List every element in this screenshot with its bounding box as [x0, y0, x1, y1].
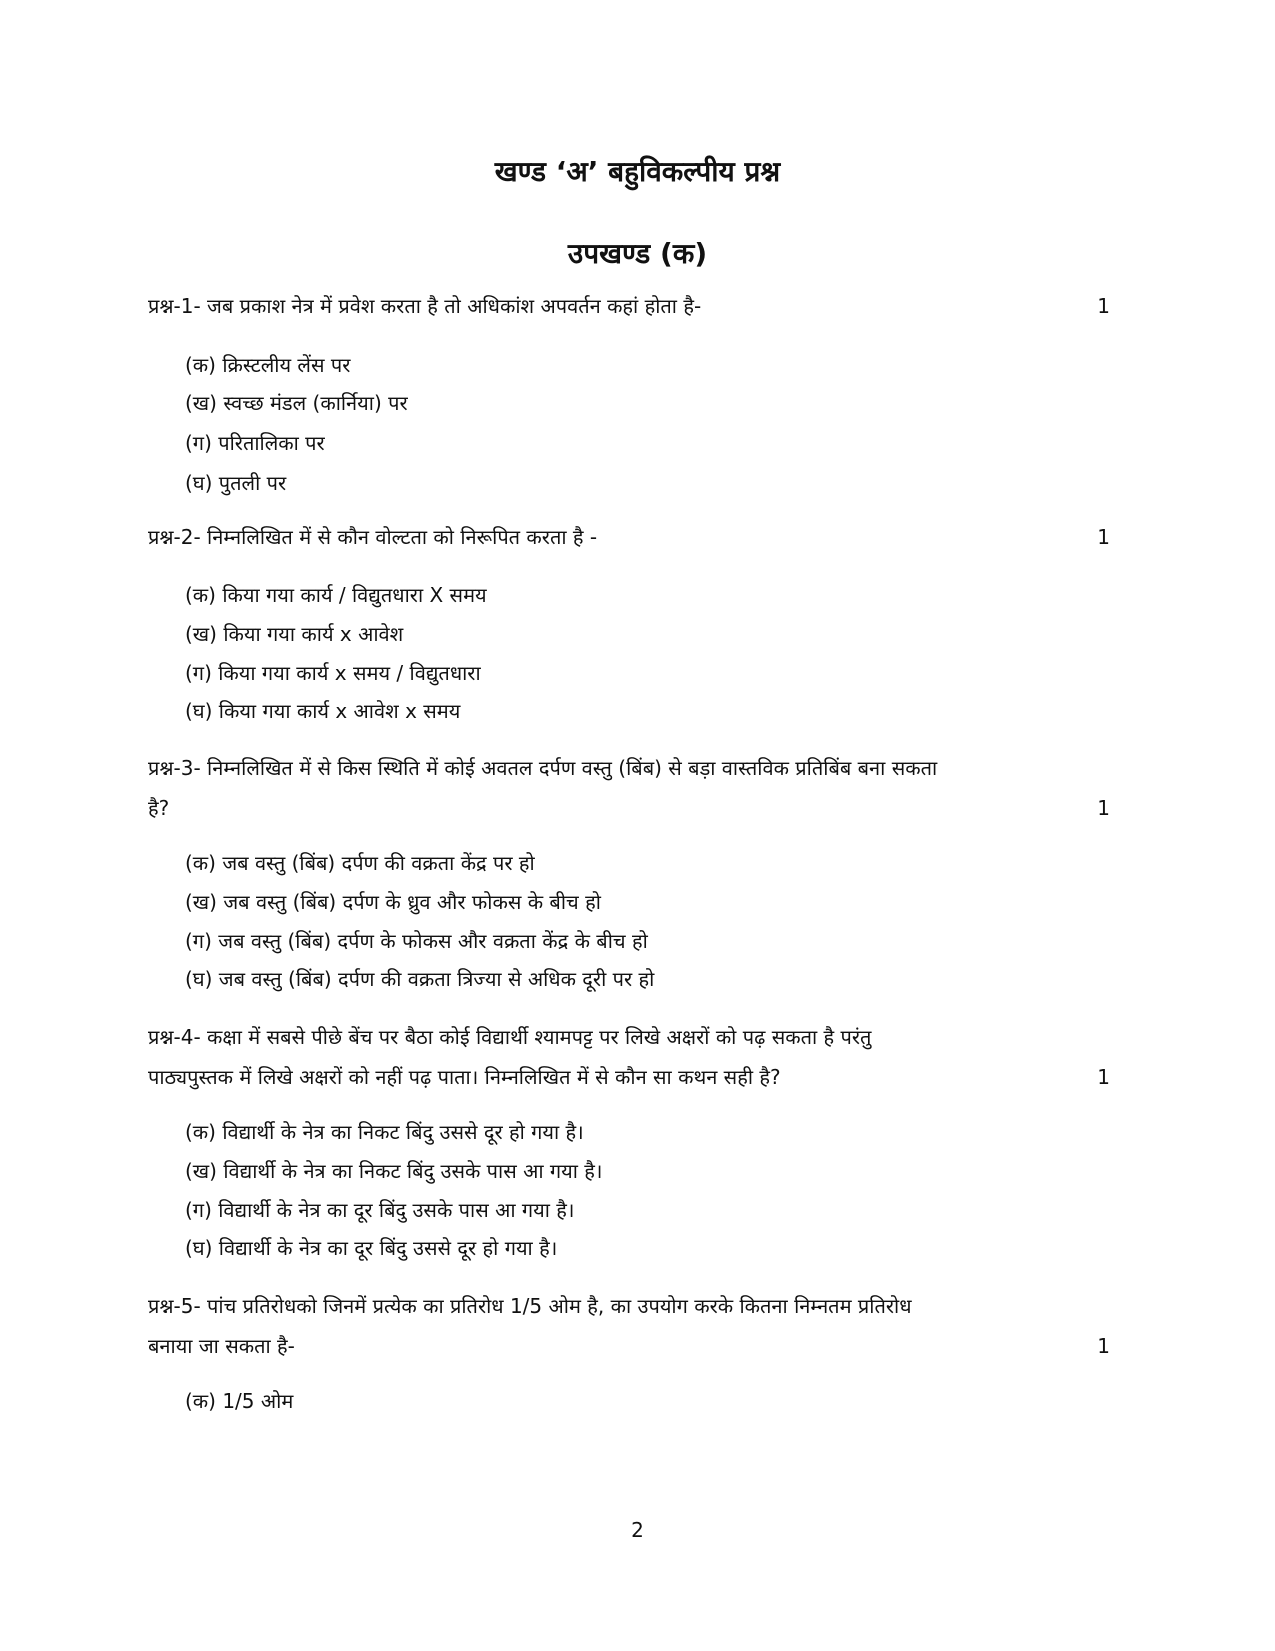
option-ka: (क) जब वस्तु (बिंब) दर्पण की वक्रता केंद्र पर हो — [185, 851, 535, 875]
option-ga: (ग) विद्यार्थी के नेत्र का दूर बिंदु उसके पास आ गया है। — [185, 1198, 575, 1222]
option-gha: (घ) विद्यार्थी के नेत्र का दूर बिंदु उससे दूर हो गया है। — [185, 1236, 558, 1260]
option-gha: (घ) पुतली पर — [185, 471, 287, 495]
question-5 — [148, 1286, 1110, 1366]
question-marks: 1 — [1097, 525, 1110, 549]
question-2 — [148, 517, 1110, 557]
option-ga: (ग) किया गया कार्य x समय / विद्युतधारा — [185, 661, 481, 685]
question-text: प्रश्न-3- निम्नलिखित में से किस स्थिति में कोई अवतल दर्पण वस्तु (बिंब) से बड़ा वास्तविक प्रतिबिंब बना सकता — [148, 756, 938, 780]
question-text-continued: पाठ्यपुस्तक में लिखे अक्षरों को नहीं पढ़ पाता। निम्नलिखित में से कौन सा कथन सही है? — [148, 1065, 781, 1089]
option-gha: (घ) किया गया कार्य x आवेश x समय — [185, 699, 461, 723]
question-line — [148, 1326, 1110, 1366]
options-list — [185, 345, 1085, 503]
option-ga: (ग) जब वस्तु (बिंब) दर्पण के फोकस और वक्रता केंद्र के बीच हो — [185, 929, 648, 953]
question-marks: 1 — [1097, 796, 1110, 820]
question-text: प्रश्न-5- पांच प्रतिरोधको जिनमें प्रत्येक का प्रतिरोध 1/5 ओम है, का उपयोग करके कितना निम्नतम प्रतिरोध — [148, 1294, 912, 1318]
question-4 — [148, 1017, 1110, 1097]
options-list — [185, 1381, 1085, 1421]
question-marks: 1 — [1097, 1334, 1110, 1358]
option-kha: (ख) स्वच्छ मंडल (कार्निया) पर — [185, 391, 408, 415]
question-text-continued: है? — [148, 796, 170, 820]
question-text: प्रश्न-1- जब प्रकाश नेत्र में प्रवेश करता है तो अधिकांश अपवर्तन कहां होता है- — [148, 294, 702, 318]
option-ka: (क) क्रिस्टलीय लेंस पर — [185, 353, 351, 377]
question-text-continued: बनाया जा सकता है- — [148, 1334, 295, 1358]
options-list — [185, 1112, 1085, 1268]
question-text: प्रश्न-2- निम्नलिखित में से कौन वोल्टता को निरूपित करता है - — [148, 525, 598, 549]
options-list — [185, 843, 1085, 999]
subsection-title: उपखण्ड (क) — [567, 237, 708, 270]
question-line — [148, 1057, 1110, 1097]
option-ka: (क) विद्यार्थी के नेत्र का निकट बिंदु उससे दूर हो गया है। — [185, 1120, 584, 1144]
page-number: 2 — [631, 1518, 644, 1542]
option-gha: (घ) जब वस्तु (बिंब) दर्पण की वक्रता त्रिज्या से अधिक दूरी पर हो — [185, 967, 655, 991]
question-marks: 1 — [1097, 294, 1110, 318]
question-line — [148, 286, 1110, 326]
option-ka: (क) 1/5 ओम — [185, 1389, 294, 1413]
question-3 — [148, 748, 1110, 828]
option-ka: (क) किया गया कार्य / विद्युतधारा X समय — [185, 583, 487, 607]
option-kha: (ख) जब वस्तु (बिंब) दर्पण के ध्रुव और फोकस के बीच हो — [185, 890, 601, 914]
question-marks: 1 — [1097, 1065, 1110, 1089]
question-line — [148, 788, 1110, 828]
question-1 — [148, 286, 1110, 326]
question-text: प्रश्न-4- कक्षा में सबसे पीछे बेंच पर बैठा कोई विद्यार्थी श्यामपट्ट पर लिखे अक्षरों को पढ़ सकता है परंतु — [148, 1025, 872, 1049]
option-kha: (ख) किया गया कार्य x आवेश — [185, 622, 404, 646]
options-list — [185, 575, 1085, 731]
option-ga: (ग) परितालिका पर — [185, 431, 325, 455]
question-line — [148, 517, 1110, 557]
section-title: खण्ड ‘अ’ बहुविकल्पीय प्रश्न — [494, 155, 781, 188]
option-kha: (ख) विद्यार्थी के नेत्र का निकट बिंदु उसके पास आ गया है। — [185, 1159, 603, 1183]
